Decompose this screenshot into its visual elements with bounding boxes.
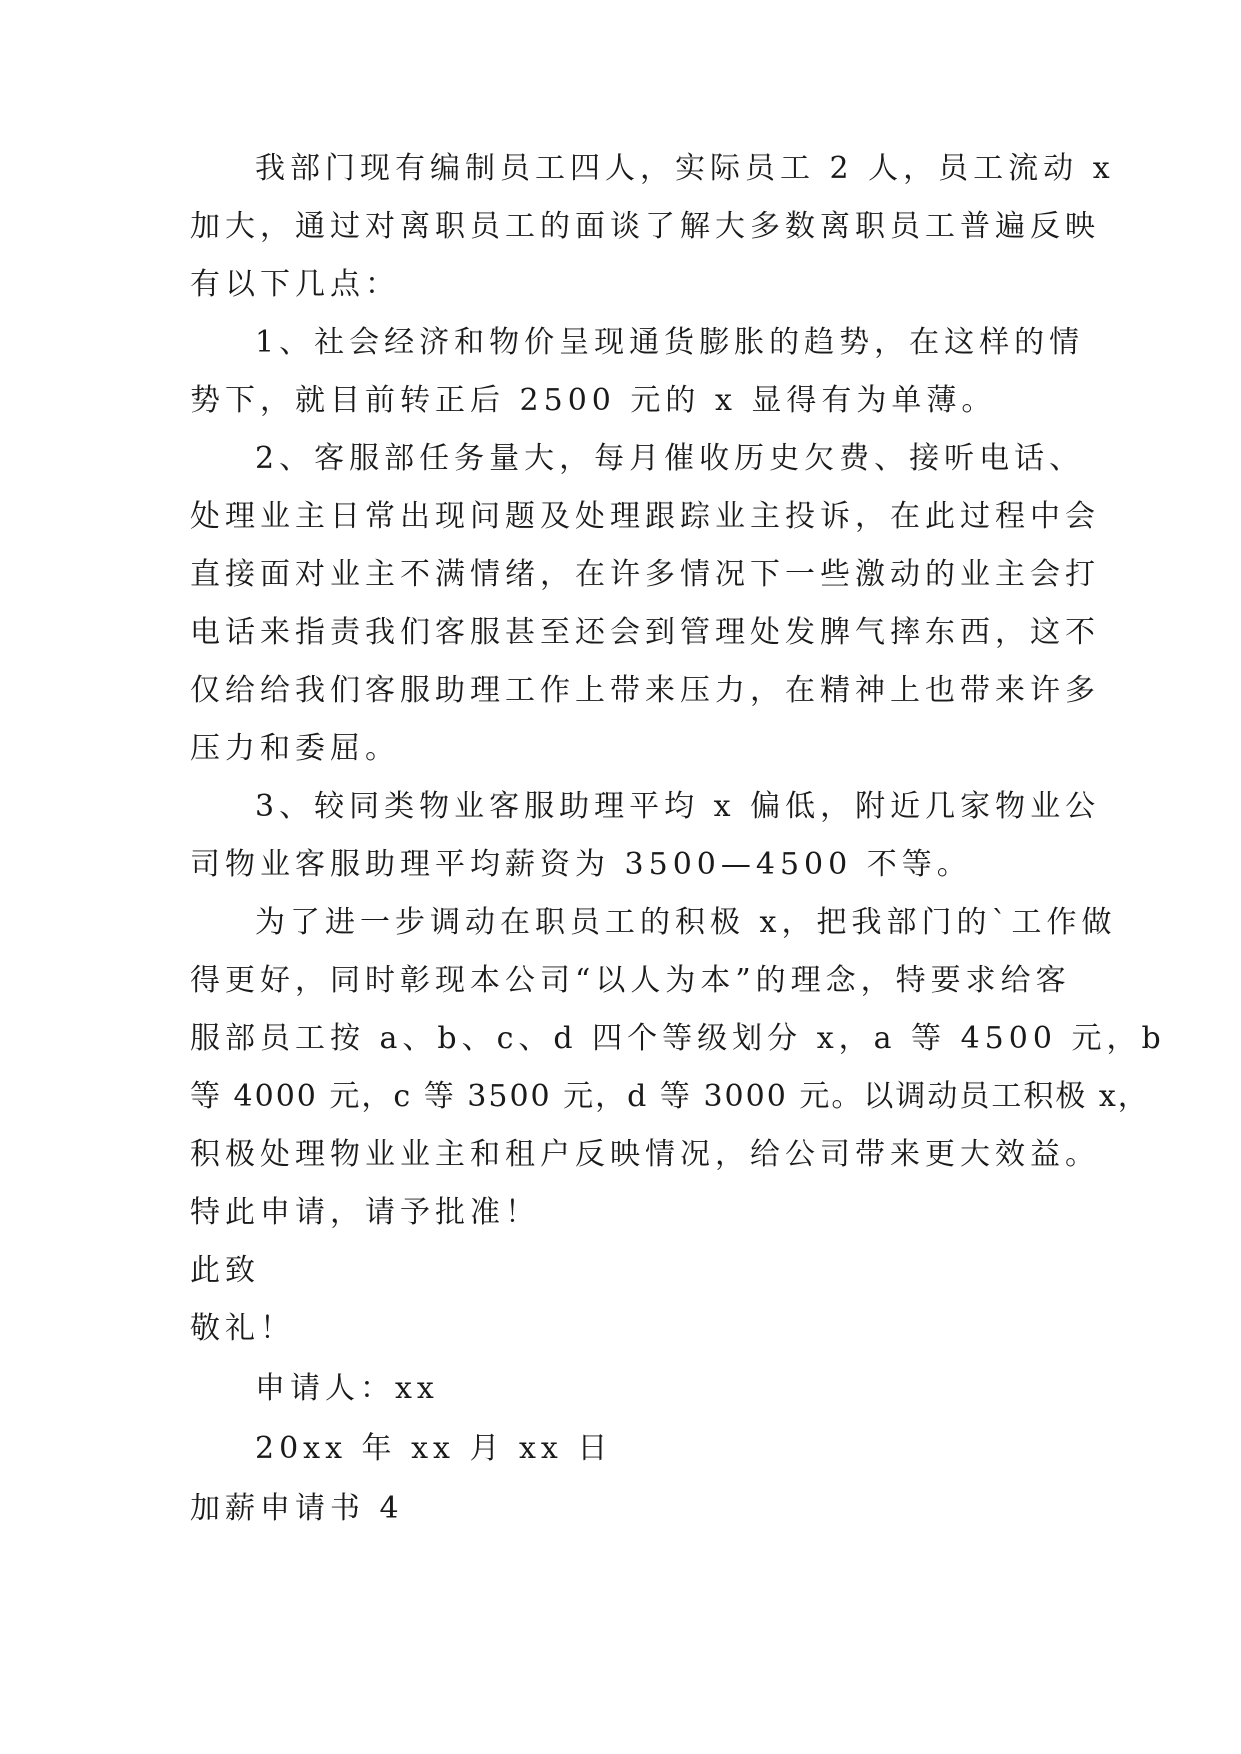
closing-salutation: 此致	[190, 1253, 260, 1288]
text-line: 仅给给我们客服助理工作上带来压力，在精神上也带来许多	[190, 673, 1100, 708]
text-line: 1、社会经济和物价呈现通货膨胀的趋势，在这样的情	[255, 325, 1085, 360]
text-line: 司物业客服助理平均薪资为 3500—4500 不等。	[190, 847, 972, 882]
text-line: 直接面对业主不满情绪，在许多情况下一些激动的业主会打	[190, 557, 1100, 592]
text-line: 加大，通过对离职员工的面谈了解大多数离职员工普遍反映	[190, 209, 1100, 244]
text-line: 积极处理物业业主和租户反映情况，给公司带来更大效益。	[190, 1137, 1100, 1172]
text-line: 得更好，同时彰现本公司“以人为本”的理念，特要求给客	[190, 963, 1071, 998]
section-title: 加薪申请书 4	[190, 1491, 404, 1526]
text-line: 电话来指责我们客服甚至还会到管理处发脾气摔东西，这不	[190, 615, 1100, 650]
applicant-signature: 申请人：xx	[255, 1371, 439, 1406]
text-line: 我部门现有编制员工四人，实际员工 2 人，员工流动 x	[255, 151, 1115, 186]
text-line: 为了进一步调动在职员工的积极 x，把我部门的`工作做	[255, 905, 1117, 940]
text-line: 2、客服部任务量大，每月催收历史欠费、接听电话、	[255, 441, 1085, 476]
closing-regards: 敬礼！	[190, 1311, 295, 1346]
text-line: 压力和委屈。	[190, 731, 400, 766]
text-line: 3、较同类物业客服助理平均 x 偏低，附近几家物业公	[255, 789, 1101, 824]
text-line: 处理业主日常出现问题及处理跟踪业主投诉，在此过程中会	[190, 499, 1100, 534]
text-line: 特此申请，请予批准！	[190, 1195, 540, 1230]
text-line: 势下，就目前转正后 2500 元的 x 显得有为单薄。	[190, 383, 997, 418]
text-line: 等 4000 元，c 等 3500 元，d 等 3000 元。以调动员工积极 x，	[190, 1079, 1150, 1114]
date-line: 20xx 年 xx 月 xx 日	[255, 1431, 613, 1466]
text-line: 服部员工按 a、b、c、d 四个等级划分 x，a 等 4500 元，b	[190, 1021, 1166, 1056]
text-line: 有以下几点：	[190, 267, 400, 302]
